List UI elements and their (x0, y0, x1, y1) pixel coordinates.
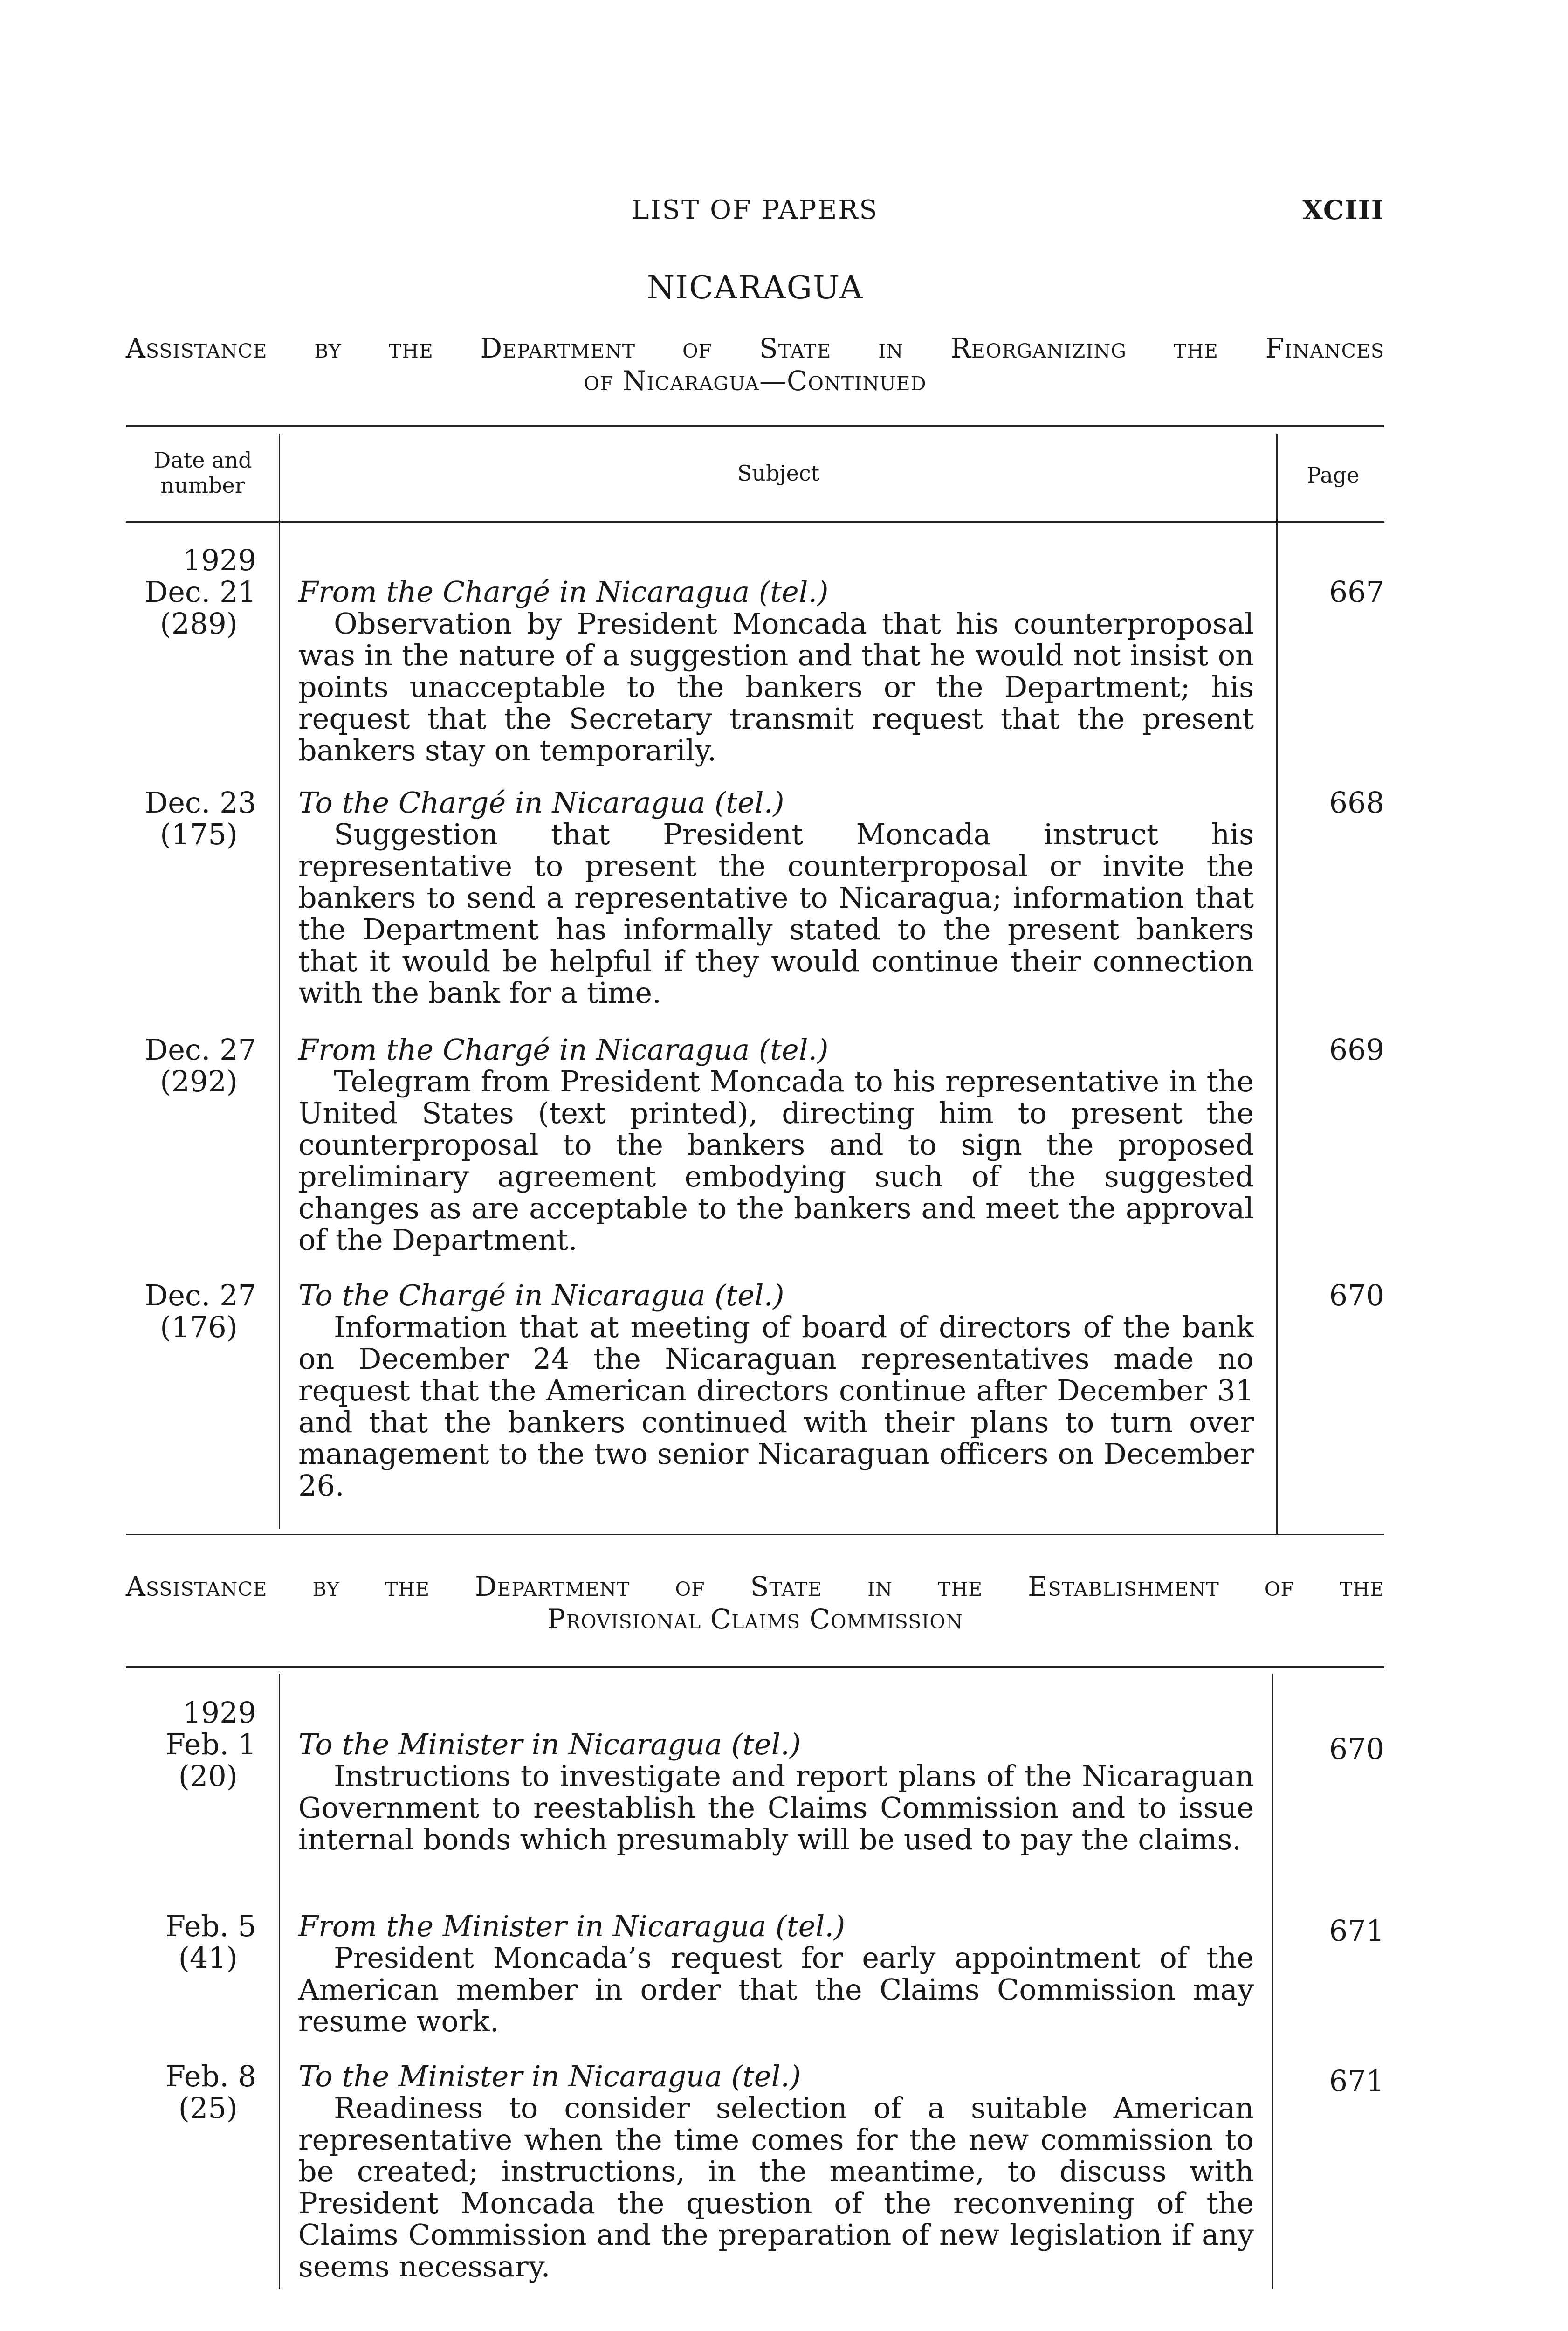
entry-sender: From the Minister in Nicaragua (tel.) (298, 1909, 846, 1943)
section-heading-line: Assistance by the Department of State in Reorganizing the Finances (126, 332, 1384, 364)
country-heading: NICARAGUA (646, 269, 864, 306)
section-heading-line: of Nicaragua—Continued (584, 365, 927, 397)
entry-number: (25) (178, 2091, 238, 2125)
entry-description: Readiness to consider selection of a suitable American representative when the time comes for the new commission to be created; instructions, in the meantime, to discuss with President Moncada the question of the reconvening of the Claims Commission and the preparation of new legislation if any seems necessary. (298, 2091, 1254, 2283)
entry-date-value: Feb. 5 (165, 1909, 256, 1943)
entry-description: President Moncada’s request for early appointment of the American member in order that the Claims Commission may resume work. (298, 1941, 1254, 2038)
entry-date (126, 1034, 256, 1097)
entry-date (126, 1910, 256, 1974)
entry-year: 1929 (183, 543, 256, 577)
entry-date (126, 545, 256, 640)
table-header-rule (126, 521, 1384, 523)
entry-page: 670 (1329, 1278, 1384, 1312)
entry-date (126, 787, 256, 850)
entry-number: (175) (160, 817, 238, 851)
entry-sender: From the Chargé in Nicaragua (tel.) (298, 575, 829, 609)
entry-date-value: Dec. 27 (144, 1278, 256, 1312)
entry-sender: To the Minister in Nicaragua (tel.) (298, 1727, 801, 1761)
section-heading-line: Assistance by the Department of State in the Establishment of the (126, 1571, 1384, 1602)
entry-description: Suggestion that President Moncada instruct his representative to present the counterproposal or invite the bankers to send a representative to Nicaragua; information that the Department has informally stated to the present bankers that it would be helpful if they would continue their connection with the bank for a time. (298, 817, 1254, 1010)
entry-date (126, 1280, 256, 1343)
entry-date (126, 2061, 256, 2124)
section-heading (126, 1570, 1384, 1635)
entry-subject (298, 787, 1254, 1009)
entry-page: 668 (1329, 786, 1384, 820)
entry-subject (298, 1034, 1254, 1256)
entry-subject (298, 576, 1254, 766)
entry-sender: To the Chargé in Nicaragua (tel.) (298, 1278, 784, 1312)
entry-sender: From the Chargé in Nicaragua (tel.) (298, 1033, 829, 1067)
entry-subject (298, 1729, 1254, 1855)
entry-sender: To the Chargé in Nicaragua (tel.) (298, 786, 784, 820)
entry-number: (289) (160, 607, 238, 641)
entry-date-value: Dec. 23 (144, 786, 256, 820)
entry-subject (298, 1910, 1254, 2037)
entry-description: Telegram from President Moncada to his representative in the United States (text printed), directing him to present the counterproposal to the bankers and to sign the proposed preliminary agreement embodying such of the suggested changes as are acceptable to the bankers and meet the approval of the Department. (298, 1064, 1254, 1257)
entry-date-value: Dec. 21 (144, 575, 256, 609)
entry-number: (20) (178, 1759, 238, 1793)
entry-date (126, 1697, 256, 1792)
section-heading-line: Provisional Claims Commission (547, 1603, 963, 1635)
running-head (126, 195, 1384, 232)
entry-year: 1929 (183, 1696, 256, 1730)
column-divider (279, 1674, 280, 2289)
section-heading (126, 332, 1384, 397)
entry-date-value: Feb. 8 (165, 2059, 256, 2093)
table-top-rule (126, 1666, 1384, 1668)
entry-number: (41) (178, 1941, 238, 1975)
entry-page: 670 (1329, 1732, 1384, 1766)
entry-page: 671 (1329, 2064, 1384, 2098)
entry-description: Instructions to investigate and report plans of the Nicaraguan Government to reestablish the Claims Commission and to issue internal bonds which presumably will be used to pay the claims. (298, 1759, 1254, 1856)
entry-description: Observation by President Moncada that his counterproposal was in the nature of a suggestion and that he would not insist on points unacceptable to the bankers or the Department; his request that the Secretary transmit request that the present bankers stay on temporarily. (298, 607, 1254, 767)
entry-number: (176) (160, 1310, 238, 1344)
column-header-date: Date and number (153, 448, 252, 498)
entry-page: 671 (1329, 1914, 1384, 1948)
entry-sender: To the Minister in Nicaragua (tel.) (298, 2059, 801, 2093)
entry-page: 667 (1329, 575, 1384, 609)
entry-page: 669 (1329, 1033, 1384, 1067)
running-title: LIST OF PAPERS (632, 195, 879, 225)
column-divider (1272, 1674, 1273, 2289)
table-bottom-rule (126, 1534, 1384, 1535)
entry-date-value: Dec. 27 (144, 1033, 256, 1067)
table-top-rule (126, 425, 1384, 427)
entry-subject (298, 1280, 1254, 1502)
entry-subject (298, 2061, 1254, 2283)
page-number: XCIII (1302, 195, 1384, 226)
column-header-subject: Subject (737, 461, 820, 486)
entry-number: (292) (160, 1064, 238, 1098)
column-divider (279, 434, 280, 1529)
entry-description: Information that at meeting of board of directors of the bank on December 24 the Nicaraguan representatives made no request that the American directors continue after December 31 and that the bankers continued with their plans to turn over management to the two senior Nicaraguan officers on December 26. (298, 1310, 1254, 1503)
entry-date-value: Feb. 1 (165, 1727, 256, 1761)
column-header-page: Page (1307, 462, 1360, 488)
